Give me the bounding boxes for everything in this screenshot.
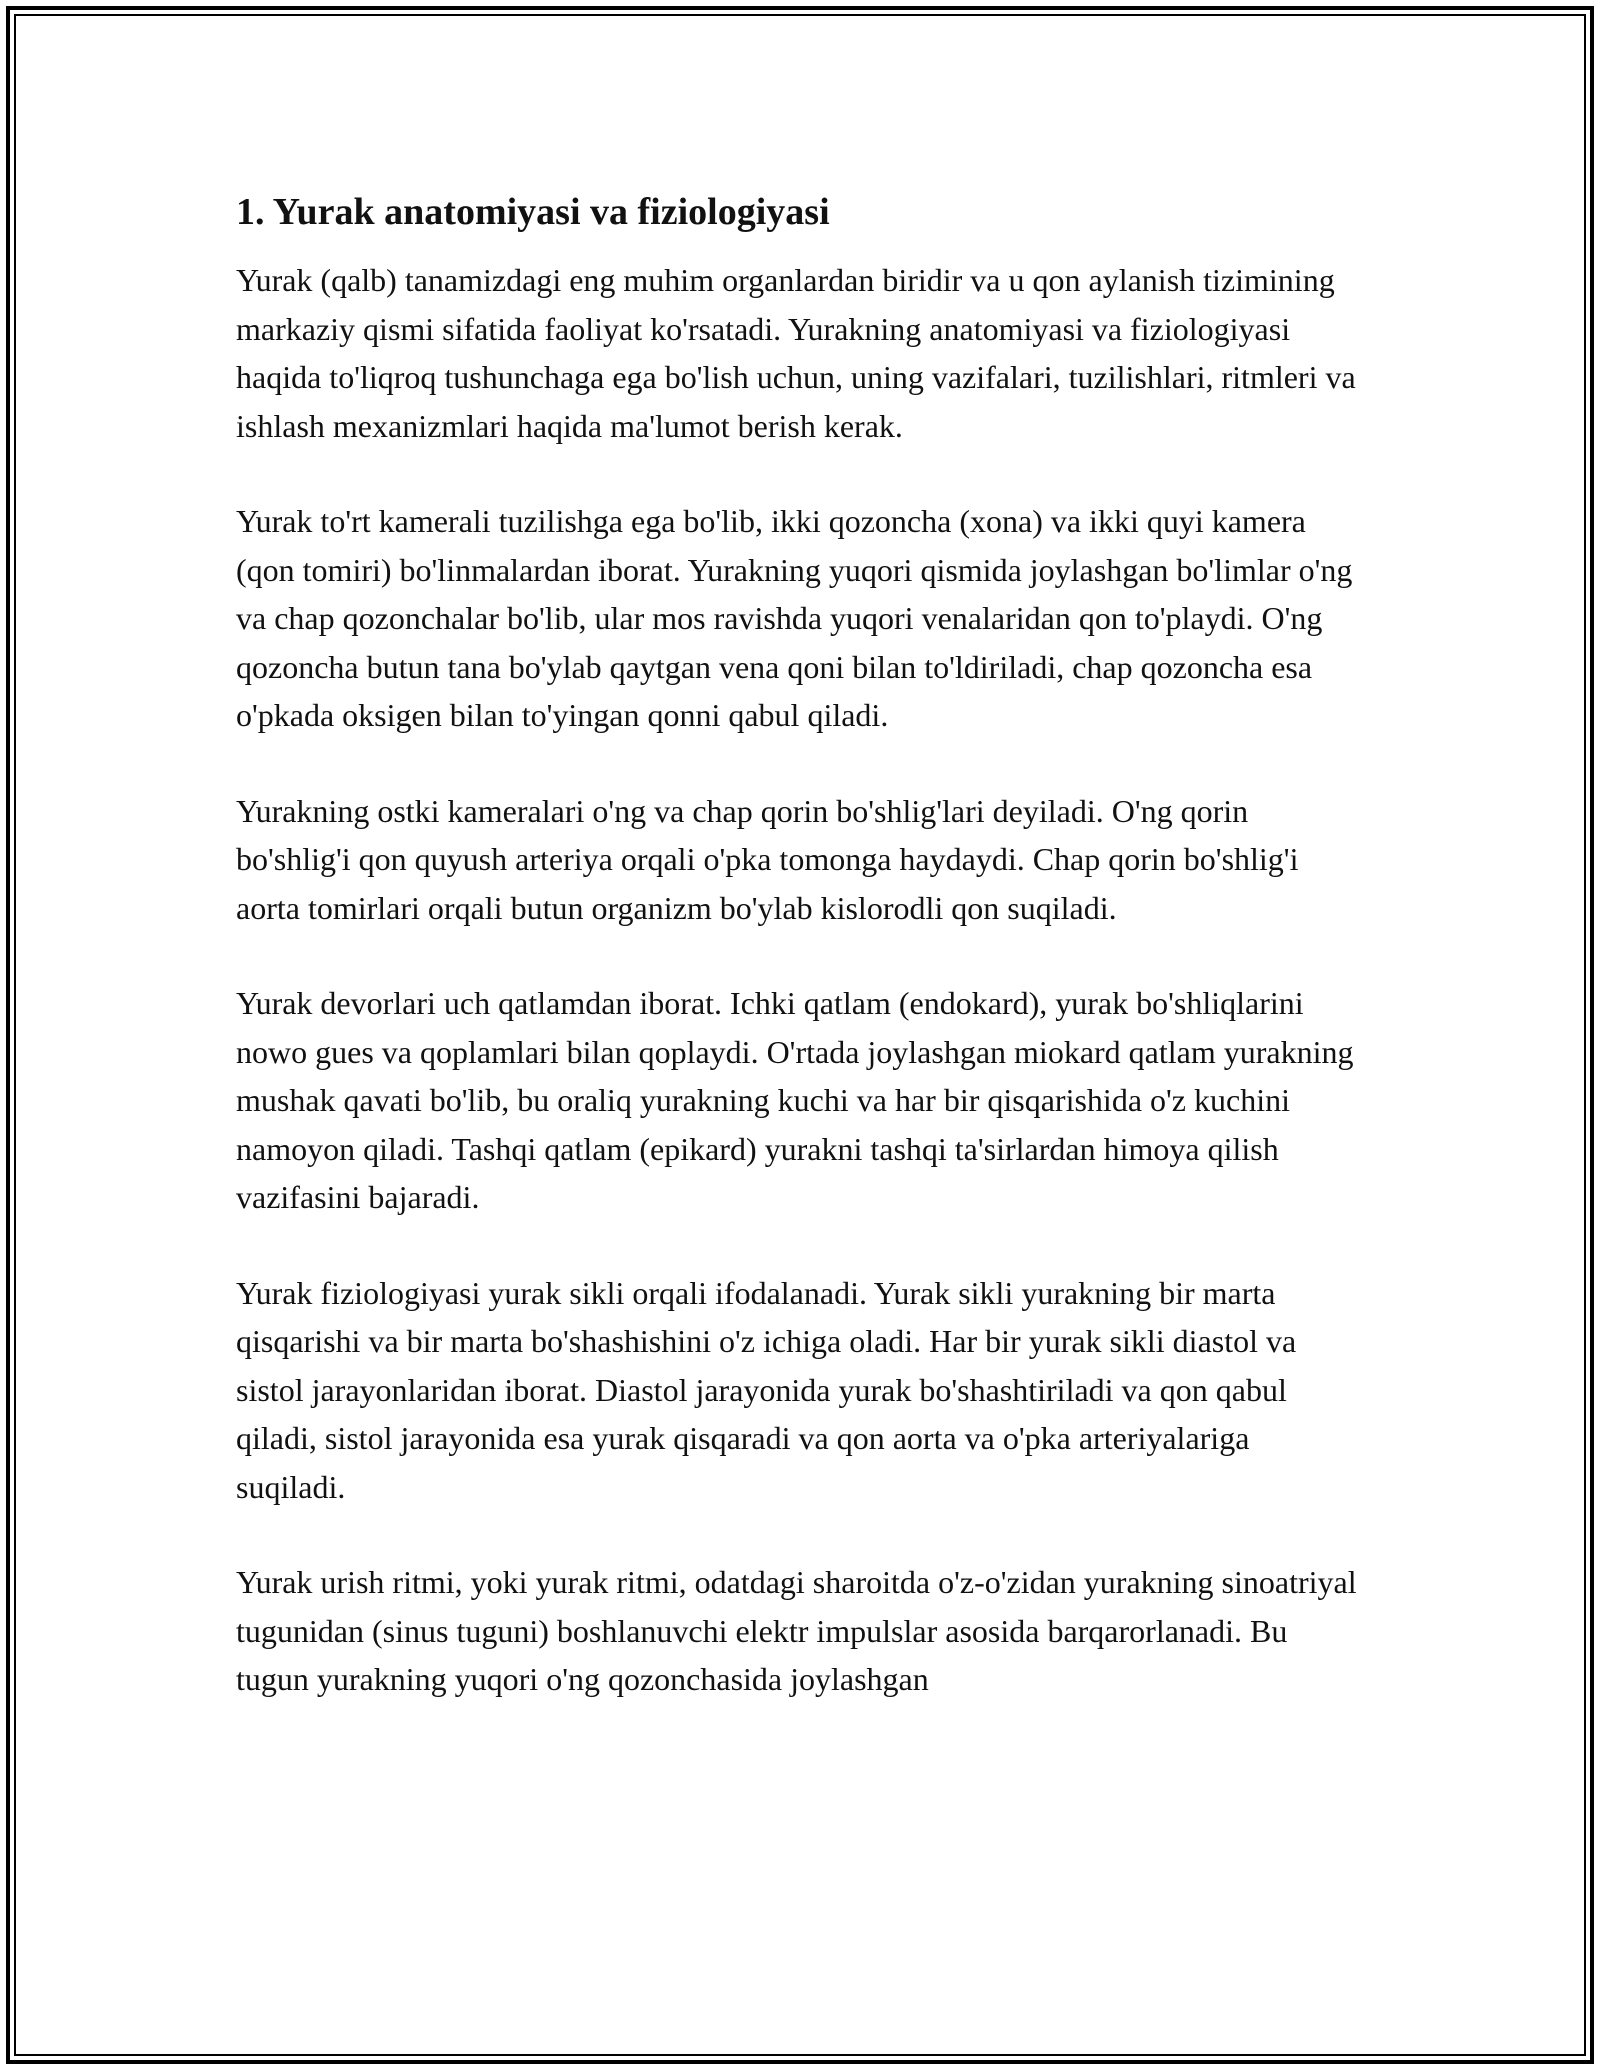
paragraph-chambers: Yurak to'rt kamerali tuzilishga ega bo'lib, ikki qozoncha (xona) va ikki quyi kamera (qon tomiri) bo'linmalardan iborat. Yurakning yuqori qismida joylashgan bo'limlar o'ng va chap qozonchalar bo'lib, ular mos ravishda yuqori venalaridan qon to'playdi. O'ng qozoncha butun tana bo'ylab qaytgan vena qoni bilan to'ldiriladi, chap qozoncha esa o'pkada oksigen bilan to'yingan qonni qabul qiladi. bbox=[236, 503, 1353, 733]
document-body bbox=[236, 188, 1366, 1751]
paragraph-rhythm: Yurak urish ritmi, yoki yurak ritmi, odatdagi sharoitda o'z-o'zidan yurakning sinoatriyal tugunidan (sinus tuguni) boshlanuvchi elektr impulslar asosida barqarorlanadi. Bu tugun yurakning yuqori o'ng qozonchasida joylashgan bbox=[236, 1564, 1357, 1697]
section-heading: 1. Yurak anatomiyasi va fiziologiyasi bbox=[236, 191, 830, 233]
paragraph-cardiac-cycle: Yurak fiziologiyasi yurak sikli orqali ifodalanadi. Yurak sikli yurakning bir marta qisqarishi va bir marta bo'shashishini o'z ichiga oladi. Har bir yurak sikli diastol va sistol jarayonlaridan iborat. Diastol jarayonida yurak bo'shashtiriladi va qon qabul qiladi, sistol jarayonida esa yurak qisqaradi va qon aorta va o'pka arteriyalariga suqiladi. bbox=[236, 1274, 1297, 1505]
paragraph-walls: Yurak devorlari uch qatlamdan iborat. Ichki qatlam (endokard), yurak bo'shliqlarini nowo gues va qoplamlari bilan qoplaydi. O'rtada joylashgan miokard qatlam yurakning mushak qavati bo'lib, bu oraliq yurakning kuchi va har bir qisqarishida o'z kuchini namoyon qiladi. Tashqi qatlam (epikard) yurakni tashqi ta'sirlardan himoya qilish vazifasini bajaradi. bbox=[236, 985, 1354, 1215]
paragraph-ventricles: Yurakning ostki kameralari o'ng va chap qorin bo'shlig'lari deyiladi. O'ng qorin bo'shlig'i qon quyush arteriya orqali o'pka tomonga haydaydi. Chap qorin bo'shlig'i aorta tomirlari orqali butun organizm bo'ylab kislorodli qon suqiladi. bbox=[236, 792, 1299, 926]
paragraph-intro: Yurak (qalb) tanamizdagi eng muhim organlardan biridir va u qon aylanish tizimining markaziy qismi sifatida faoliyat ko'rsatadi. Yurakning anatomiyasi va fiziologiyasi haqida to'liqroq tushunchaga ega bo'lish uchun, uning vazifalari, tuzilishlari, ritmleri va ishlash mexanizmlari haqida ma'lumot berish kerak. bbox=[236, 262, 1356, 444]
